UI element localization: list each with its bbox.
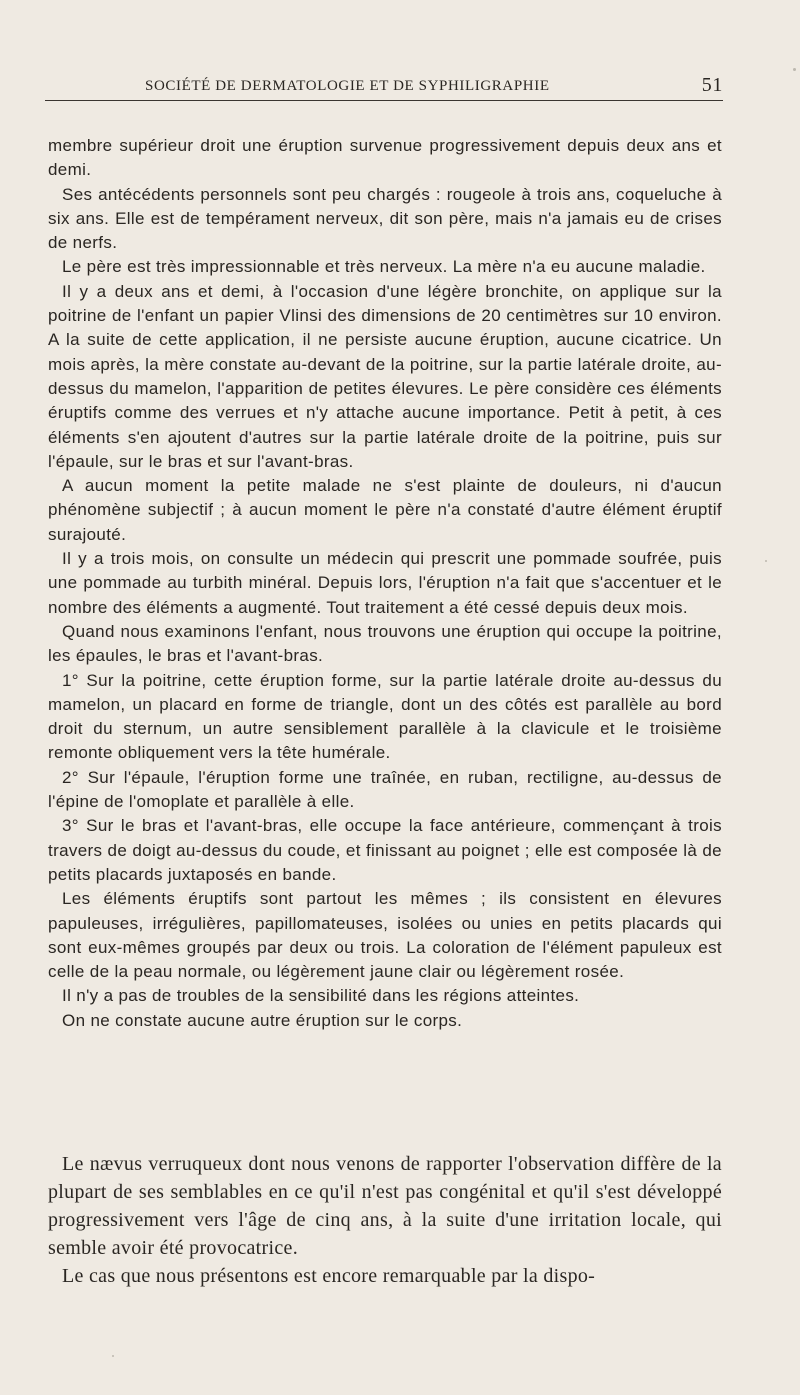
paragraph: A aucun moment la petite malade ne s'est plainte de douleurs, ni d'aucun phénomène subjectif ; à aucun moment le père n'a constaté d'autre élément éruptif surajouté. [48, 476, 722, 544]
header-rule [45, 100, 723, 101]
paragraph: 2° Sur l'épaule, l'éruption forme une traînée, en ruban, rectiligne, au-dessus de l'épine de l'omoplate et parallèle à elle. [48, 767, 722, 812]
paper-speck [112, 1355, 114, 1357]
running-head [45, 74, 723, 100]
paragraph: On ne constate aucune autre éruption sur le corps. [62, 1010, 463, 1030]
paper-speck [765, 560, 767, 562]
running-title: SOCIÉTÉ DE DERMATOLOGIE ET DE SYPHILIGRAPHIE [145, 78, 550, 94]
paragraph: membre supérieur droit une éruption survenue progressivement depuis deux ans et demi. [48, 136, 722, 180]
case-observation [48, 134, 722, 1033]
paragraph: Les éléments éruptifs sont partout les mêmes ; ils consistent en élevures papuleuses, irrégulières, papillomateuses, isolées ou unies en petits placards qui sont eux-mêmes groupés par deux ou trois. La coloration de l'élément papuleux est celle de la peau normale, ou légèrement jaune clair ou légèrement rosée. [48, 889, 722, 982]
paragraph: Ses antécédents personnels sont peu chargés : rougeole à trois ans, coqueluche à six ans. Elle est de tempérament nerveux, dit son père, mais n'a jamais eu de crises de nerfs. [48, 184, 722, 253]
paragraph: Quand nous examinons l'enfant, nous trouvons une éruption qui occupe la poitrine, les épaules, le bras et l'avant-bras. [48, 621, 722, 666]
paragraph: Le cas que nous présentons est encore remarquable par la dispo- [62, 1265, 596, 1287]
paragraph: Le père est très impressionnable et très nerveux. La mère n'a eu aucune maladie. [62, 257, 706, 277]
paragraph: Il y a deux ans et demi, à l'occasion d'une légère bronchite, on applique sur la poitrine de l'enfant un papier Vlinsi des dimensions de 20 centimètres sur 10 environ. A la suite de cette application, il ne persiste aucune éruption, aucune cicatrice. Un mois après, la mère constate au-devant de la poitrine, sur la partie latérale droite, au-dessus du mamelon, l'apparition de petites élevures. Le père considère ces éléments éruptifs comme des verrues et n'y attache aucune importance. Petit à petit, à ces éléments s'en ajoutent d'autres sur la partie latérale droite de la poitrine, puis sur l'épaule, sur le bras et sur l'avant-bras. [48, 281, 722, 471]
paper-speck [793, 68, 796, 71]
page-number: 51 [701, 74, 723, 96]
paragraph: Le nævus verruqueux dont nous venons de rapporter l'observation diffère de la plupart de ses semblables en ce qu'il n'est pas congénital et qu'il s'est développé progressivement vers l'âge de cinq ans, à la suite d'une irritation locale, qui semble avoir été provocatrice. [48, 1153, 722, 1259]
paragraph: 1° Sur la poitrine, cette éruption forme, sur la partie latérale droite au-dessus du mamelon, un placard en forme de triangle, dont un des côtés est parallèle au bord droit du sternum, un autre sensiblement parallèle à la clavicule et le troisième remonte obliquement vers la tête humérale. [48, 670, 722, 763]
paragraph: Il n'y a pas de troubles de la sensibilité dans les régions atteintes. [62, 986, 580, 1006]
paragraph: 3° Sur le bras et l'avant-bras, elle occupe la face antérieure, commençant à trois travers de doigt au-dessus du coude, et finissant au poignet ; elle est composée là de petits placards juxtaposés en bande. [48, 816, 722, 884]
paragraph: Il y a trois mois, on consulte un médecin qui prescrit une pommade soufrée, puis une pommade au turbith minéral. Depuis lors, l'éruption n'a fait que s'accentuer et le nombre des éléments a augmenté. Tout traitement a été cessé depuis deux mois. [48, 549, 722, 617]
commentary [48, 1150, 722, 1290]
